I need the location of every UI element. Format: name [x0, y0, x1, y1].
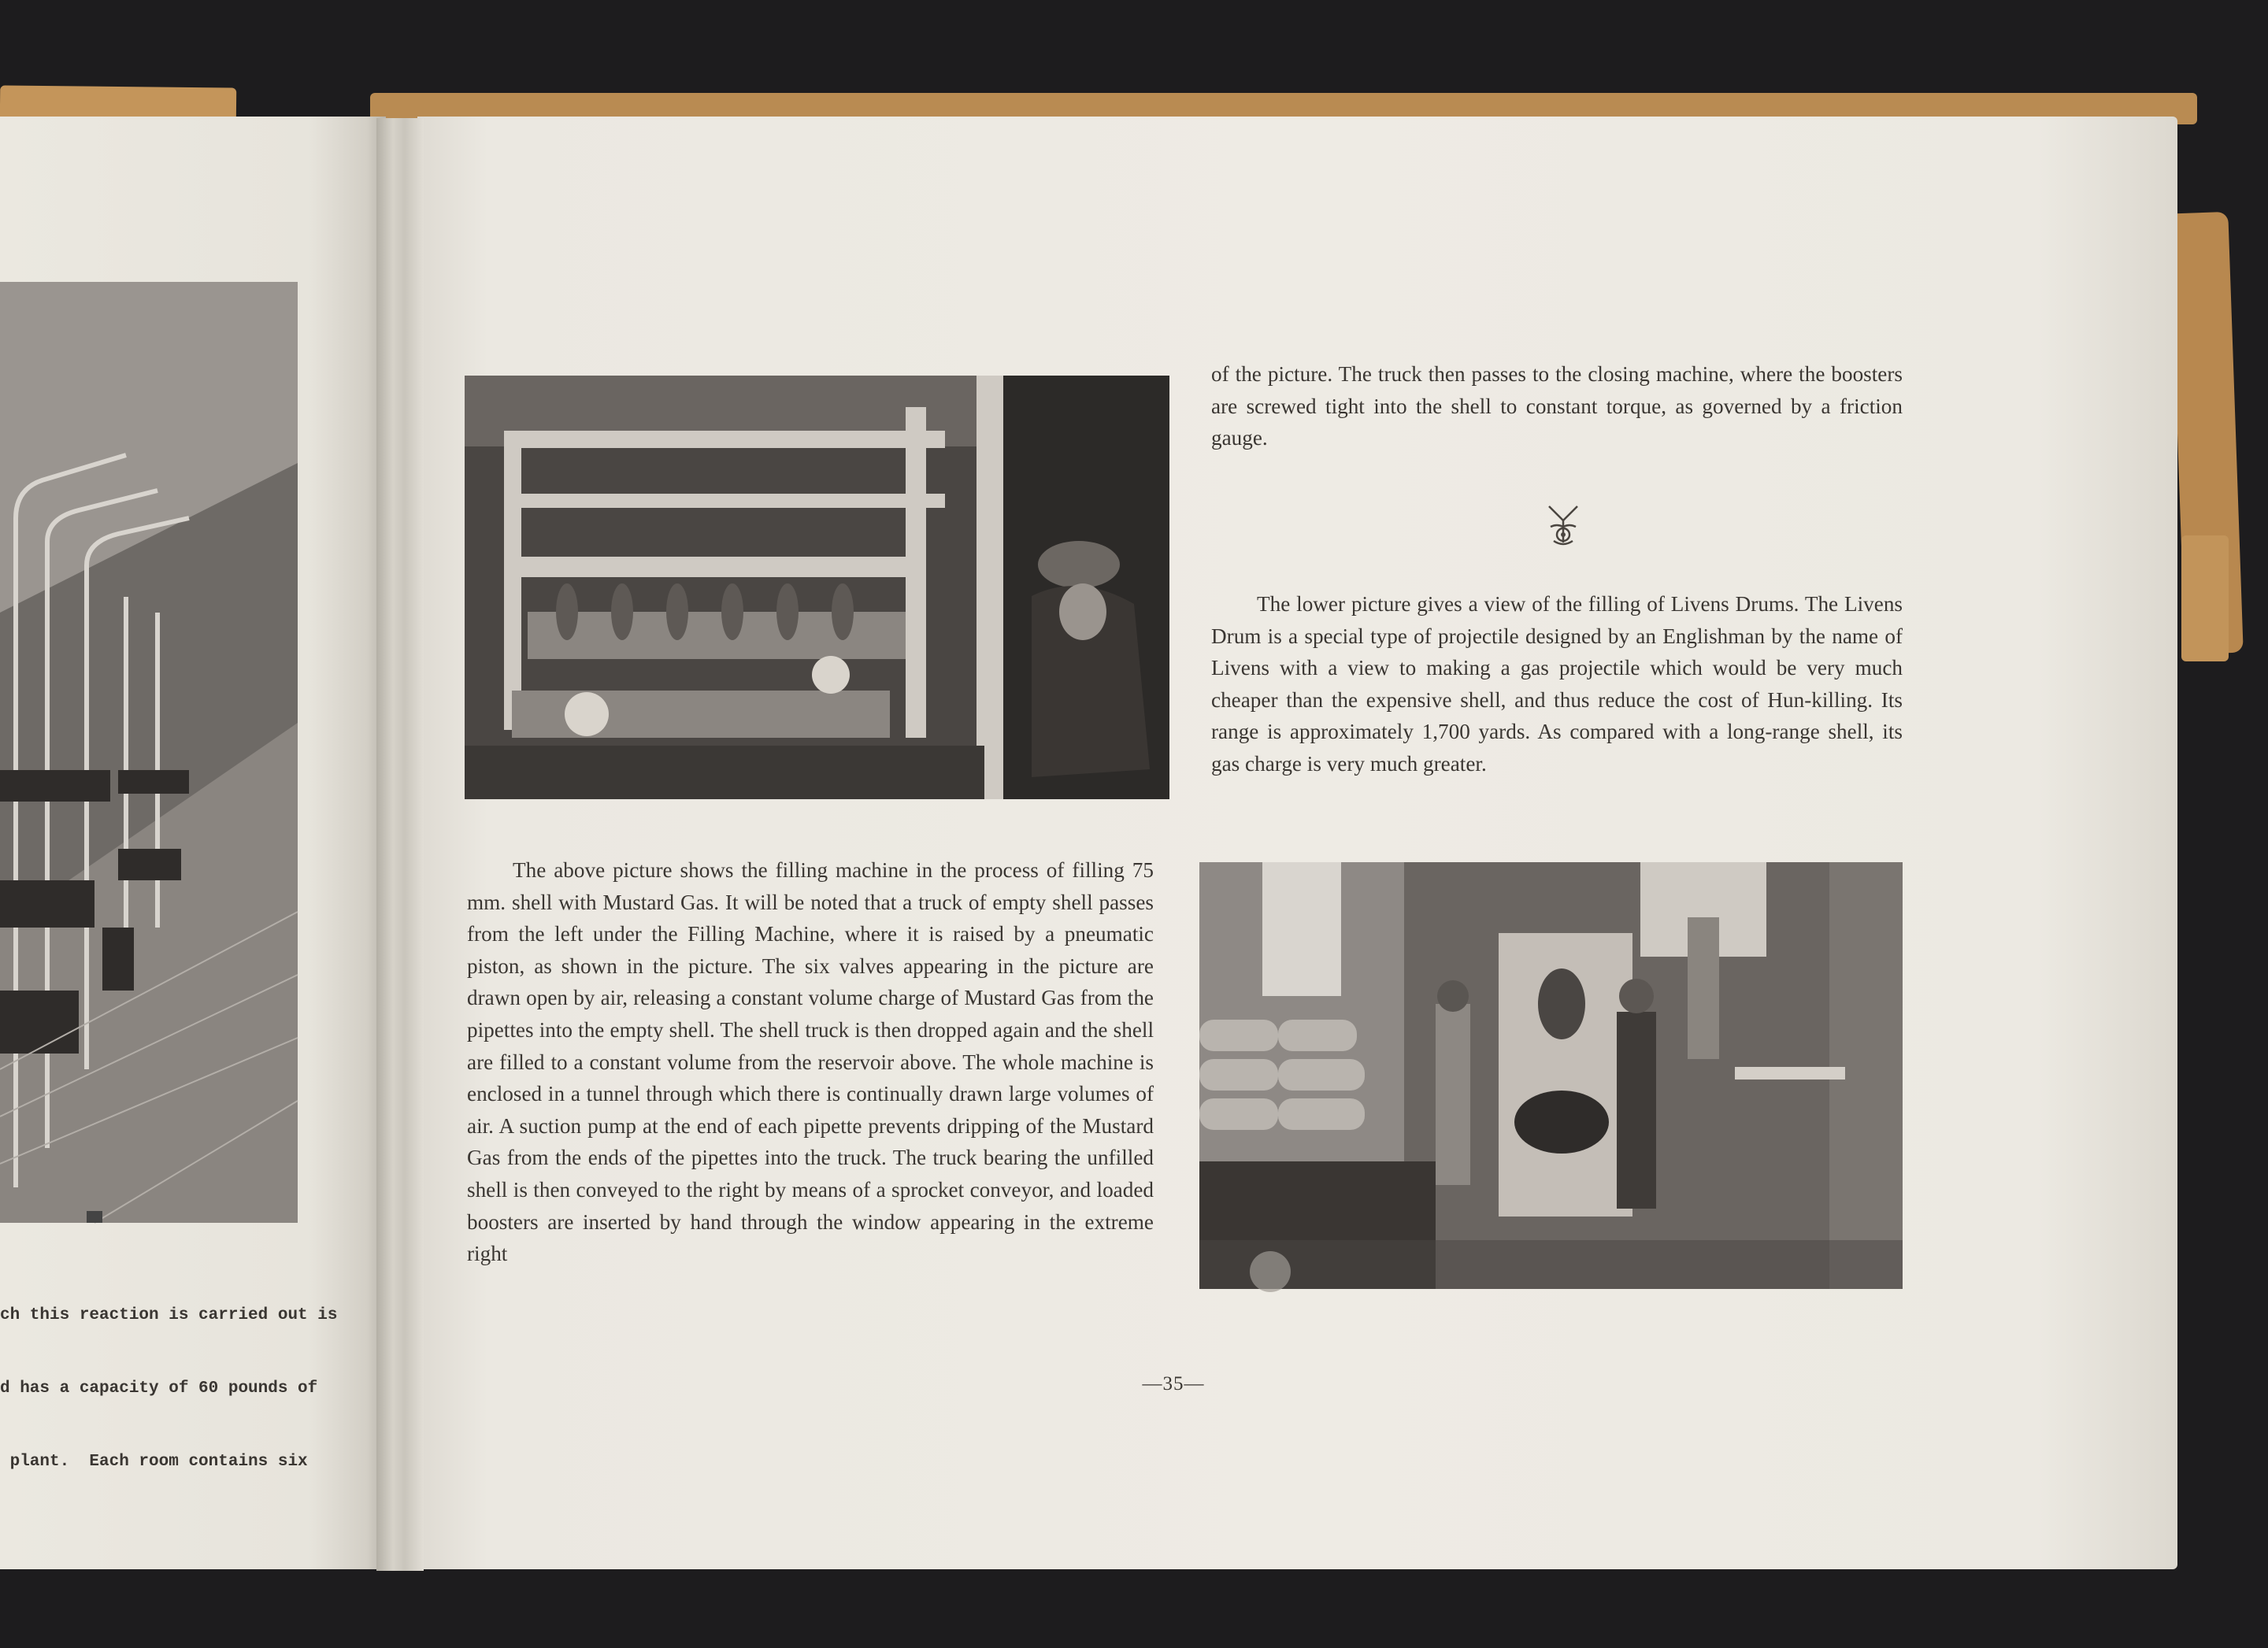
caption-line: ch this reaction is carried out is	[0, 1306, 338, 1324]
book-gutter	[376, 118, 424, 1571]
continued-paragraph	[1211, 358, 1903, 454]
livens-drum-paragraph-text: The lower picture gives a view of the filling of Livens Drums. The Livens Drum is a special type of projectile designed by an Englishman by the name of Livens with a view to making a gas projectile which would be very much cheaper than the expensive shell, and thus reduce the cost of Hun-killing. Its range is approximately 1,700 yards. As compared with a long-range shell, its gas charge is very much greater.	[1211, 592, 1903, 776]
gas-plant-interior-photo	[0, 282, 298, 1223]
livens-drum-paragraph	[1211, 588, 1903, 780]
page-number: —35—	[1142, 1373, 1205, 1394]
book-cover-tab	[2181, 535, 2229, 661]
continued-paragraph-text: of the picture. The truck then passes to the closing machine, where the boosters are screwed tight into the shell to constant torque, as governed by a friction gauge.	[1211, 362, 1903, 450]
caption-line: plant. Each room contains six	[0, 1453, 308, 1471]
filling-machine-photo	[465, 376, 1169, 799]
filling-machine-paragraph	[467, 854, 1154, 1270]
left-page-caption	[0, 1254, 338, 1523]
floral-ornament-icon	[1543, 500, 1584, 549]
livens-drum-filling-photo	[1199, 862, 1903, 1289]
right-page	[417, 117, 2177, 1569]
filling-machine-paragraph-text: The above picture shows the filling machine in the process of filling 75 mm. shell with Mustard Gas. It will be noted that a truck of empty shell passes from the left under the Filling Machine, where it is raised by a pneumatic piston, as shown in the picture. The six valves appearing in the picture are drawn open by air, releasing a constant volume charge of Mustard Gas from the pipettes into the empty shell. The shell truck is then dropped again and the shell are filled to a constant volume from the reservoir above. The whole machine is enclosed in a tunnel through which there is continually drawn large volumes of air. A suction pump at the end of each pipette prevents dripping of the Mustard Gas from the ends of the pipettes into the truck. The truck bearing the unfilled shell is then conveyed to the right by means of a sprocket conveyor, and loaded boosters are inserted by hand through the window appearing in the extreme right	[467, 858, 1154, 1266]
caption-line: d has a capacity of 60 pounds of	[0, 1380, 318, 1398]
